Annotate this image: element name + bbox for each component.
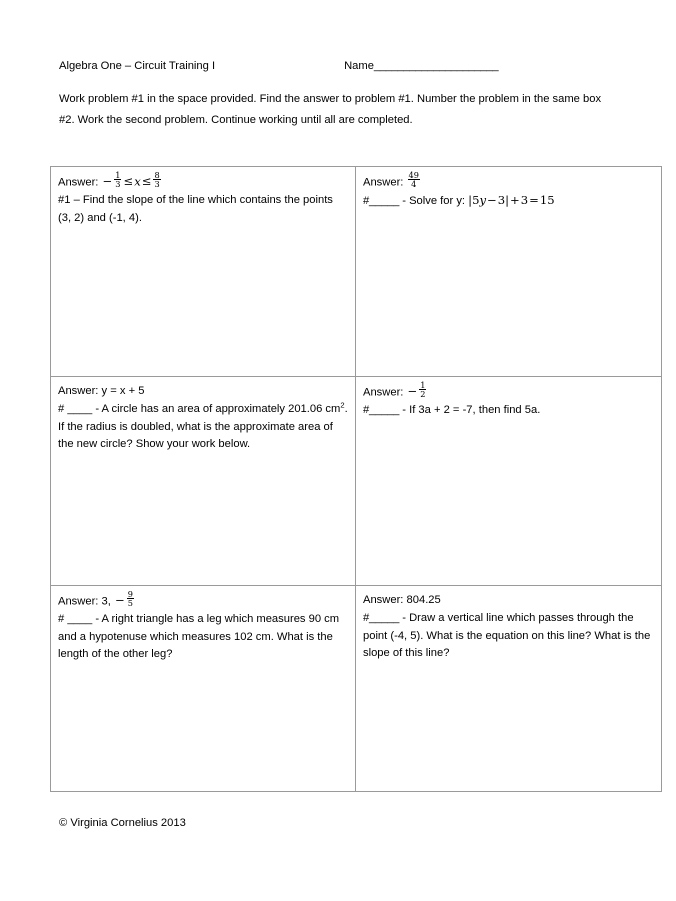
table-row: [51, 167, 662, 377]
answer-line: [363, 169, 654, 192]
problem-grid: [50, 166, 662, 792]
answer-line: [363, 591, 654, 610]
problem-text: – Find the slope of the line which contains the points (3, 2) and (-1, 4).: [58, 194, 333, 224]
answer-label: Answer:: [58, 176, 99, 189]
problem-text: - A right triangle has a leg which measures 90 cm and a hypotenuse which measures 102 cm. What is the length of the other leg?: [58, 613, 340, 661]
minus-sign: −: [102, 174, 113, 189]
less-equal-2: ≤: [141, 174, 152, 189]
fraction-eight-thirds: $\frac{8}{3}$: [154, 169, 160, 190]
problem-cell-2: [356, 167, 662, 377]
problem-cell-1: [51, 167, 356, 377]
variable-x: x: [134, 174, 141, 189]
problem-text: - Draw a vertical line which passes through the point (-4, 5). What is the equation on this line? What is the slope of this line?: [363, 612, 651, 660]
problem-prompt: [58, 611, 348, 664]
answer-first-value: 3,: [101, 595, 111, 608]
problem-text-continued: . If the radius is doubled, what is the approximate area of the new circle? Show your work below.: [58, 403, 348, 451]
problem-cell-3: [51, 377, 356, 586]
problem-number-marker: #_____: [363, 612, 400, 624]
answer-line: [363, 379, 654, 402]
minus-sign: −: [114, 593, 125, 608]
instructions-text: Work problem #1 in the space provided. Find the answer to problem #1. Number the problem in the same box #2. Work the second problem. Continue working until all are completed.: [59, 93, 602, 126]
fraction-one-half: $\frac{1}{2}$: [420, 379, 426, 400]
less-equal-1: ≤: [123, 174, 134, 189]
problem-text: - A circle has an area of approximately 201.06 cm: [95, 403, 341, 415]
problem-number-marker: #1: [58, 194, 71, 207]
answer-label: Answer:: [58, 385, 99, 397]
answer-label: Answer:: [363, 386, 404, 399]
answer-line: [58, 382, 348, 401]
answer-value: 804.25: [406, 594, 441, 606]
name-label: Name: [344, 60, 374, 72]
name-field: [344, 58, 498, 74]
problem-prompt: [363, 402, 654, 420]
answer-value: y = x + 5: [101, 385, 145, 397]
problem-text: - If 3a + 2 = -7, then find 5a.: [402, 404, 541, 417]
fraction-one-third: $\frac{1}{3}$: [115, 169, 121, 190]
document-header: [59, 58, 619, 74]
fraction-nine-fifths: $\frac{9}{5}$: [127, 588, 133, 609]
name-blank-line: _____________________: [373, 60, 499, 72]
equation-absolute-value: |5y−3|+3=15: [468, 193, 555, 208]
superscript-two: 2: [340, 400, 345, 410]
problem-cell-4: [356, 377, 662, 586]
problem-number-marker: #_____: [363, 404, 400, 417]
problem-number-marker: #_____: [363, 195, 400, 208]
problem-cell-5: [51, 586, 356, 792]
table-row: [51, 586, 662, 792]
answer-label: Answer:: [363, 176, 404, 189]
problem-prompt: [58, 401, 348, 454]
answer-line: [58, 588, 348, 611]
problem-cell-6: [356, 586, 662, 792]
problem-prompt: [363, 192, 654, 211]
table-row: [51, 377, 662, 586]
answer-line: [58, 169, 348, 192]
answer-label: Answer:: [58, 595, 99, 608]
problem-text: - Solve for y:: [402, 195, 466, 208]
minus-sign: −: [407, 384, 418, 399]
problem-prompt: [363, 610, 654, 663]
copyright-footer: © Virginia Cornelius 2013: [59, 817, 186, 829]
problem-number-marker: # ____: [58, 403, 93, 415]
problem-number-marker: # ____: [58, 613, 93, 626]
problem-prompt: [58, 192, 348, 227]
fraction-forty-nine-fourths: $\frac{49}{4}$: [408, 169, 419, 190]
answer-label: Answer:: [363, 594, 404, 606]
page-title: Algebra One – Circuit Training I: [59, 60, 216, 72]
